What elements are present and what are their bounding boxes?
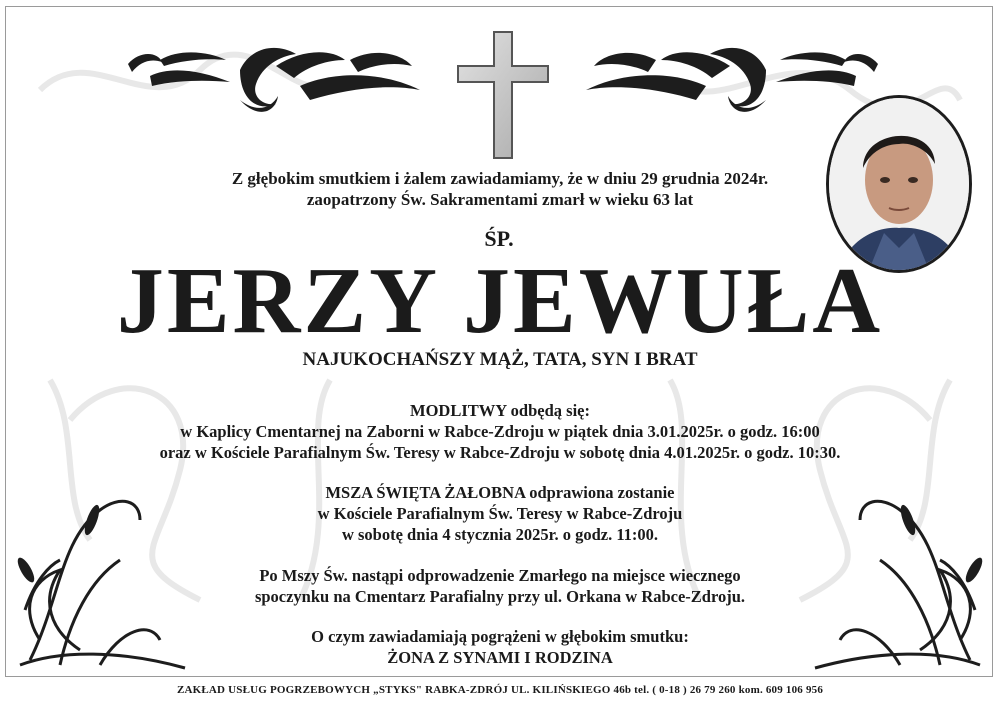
floral-ornament-icon <box>586 48 878 112</box>
funeral-home-footer: ZAKŁAD USŁUG POGRZEBOWYCH „STYKS" RABKA-ZDRÓJ UL. KILIŃSKIEGO 46b tel. ( 0-18 ) 26 79 260 kom. 609 106 956 <box>176 684 824 696</box>
title-prefix: ŚP. <box>484 226 514 251</box>
prayers-section <box>100 400 900 463</box>
intro-line: Z głębokim smutkiem i żalem zawiadamiamy, że w dniu 29 grudnia 2024r. <box>231 169 769 188</box>
closing-line: O czym zawiadamiają pogrążeni w głębokim smutku: <box>311 627 689 646</box>
mourners-line: ŻONA Z SYNAMI I RODZINA <box>387 648 613 667</box>
mass-section <box>100 482 900 545</box>
intro-line: zaopatrzony Św. Sakramentami zmarł w wieku 63 lat <box>306 190 694 209</box>
relation-text: NAJUKOCHAŃSZY MĄŻ, TATA, SYN I BRAT <box>302 349 698 370</box>
floral-ornament-icon <box>128 48 420 112</box>
prayers-line: w Kaplicy Cmentarnej na Zaborni w Rabce-Zdroju w piątek dnia 3.01.2025r. o godz. 16:00 <box>180 422 820 441</box>
mass-line: w Kościele Parafialnym Św. Teresy w Rabce-Zdroju <box>317 504 683 523</box>
burial-section <box>100 565 900 607</box>
deceased-name: JERZY JEWUŁA <box>116 249 884 353</box>
prayers-line: oraz w Kościele Parafialnym Św. Teresy w Rabce-Zdroju w sobotę dnia 4.01.2025r. o godz. 10:30. <box>159 443 841 462</box>
mass-line: w sobotę dnia 4 stycznia 2025r. o godz. 11:00. <box>341 525 659 544</box>
burial-line: spoczynku na Cmentarz Parafialny przy ul. Orkana w Rabce-Zdroju. <box>254 587 746 606</box>
prayers-heading: MODLITWY odbędą się: <box>410 401 590 420</box>
intro-text <box>140 168 860 210</box>
cross-icon <box>456 30 550 160</box>
mass-heading: MSZA ŚWIĘTA ŻAŁOBNA odprawiona zostanie <box>325 483 675 502</box>
burial-line: Po Mszy Św. nastąpi odprowadzenie Zmarłego na miejsce wiecznego <box>259 566 741 585</box>
closing-section <box>100 626 900 668</box>
